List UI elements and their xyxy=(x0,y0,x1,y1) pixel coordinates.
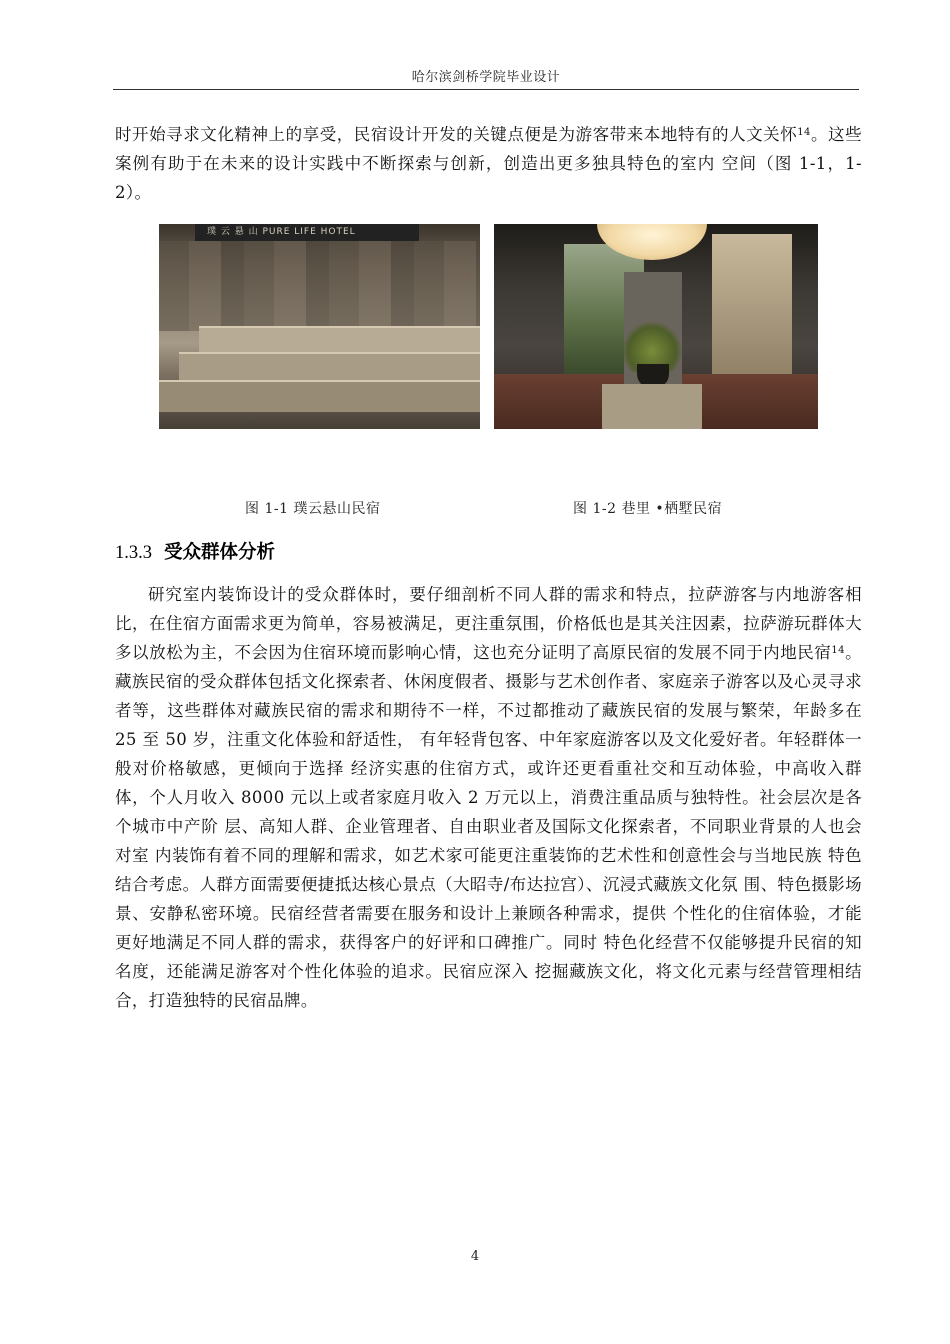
citation-marker[interactable]: 14 xyxy=(831,645,845,656)
figure-1-2-caption: 图 1-2 巷里 •栖墅民宿 xyxy=(573,501,723,517)
running-header: 哈尔滨剑桥学院毕业设计 xyxy=(411,70,561,85)
section-heading xyxy=(115,538,275,564)
citation-marker[interactable]: 14 xyxy=(797,127,811,138)
stone-step-top xyxy=(199,326,480,354)
paragraph-2-text-b: 。藏族民宿的受众群体包括文化探索者、休闲度假者、摄影与艺术创作者、家庭亲子游客以及心灵寻求者等，这些群体对藏族民宿的需求和期待不一样，不过都推动了藏族民宿的发展与繁荣，年龄多在 25 至 50 岁，注重文化体验和舒适性， 有年轻背包客、中年家庭游客以及文化爱好者。年轻群体一般对价格敏感，更倾向于选择 经济实惠的住宿方式，或许还更看重社交和互动体验，中高收入群体，个人月收入 8000 元以上或者家庭月收入 2 万元以上，消费注重品质与独特性。社会层次是各个城市中产阶 层、高知人群、企业管理者、自由职业者及国际文化探索者，不同职业背景的人也会对室 内装饰有着不同的理解和需求，如艺术家可能更注重装饰的艺术性和创意性会与当地民族 特色结合考虑。人群方面需要便捷抵达核心景点（大昭寺/布达拉宫）、沉浸式藏族文化氛 围、特色摄影场景、安静私密环境。民宿经营者需要在服务和设计上兼顾各种需求，提供 个性化的住宿体验，才能更好地满足不同人群的需求，获得客户的好评和口碑推广。同时 特色化经营不仅能够提升民宿的知名度，还能满足游客对个性化体验的追求。民宿应深入 挖掘藏族文化，将文化元素与经营管理相结合，打造独特的民宿品牌。 xyxy=(115,643,862,1010)
section-title: 受众群体分析 xyxy=(164,542,276,563)
figure-1-2-photo xyxy=(494,224,818,429)
hotel-sign: 璞 云 悬 山 PURE LIFE HOTEL xyxy=(195,224,419,241)
doorway xyxy=(712,234,792,384)
paragraph-2-text-a: 研究室内装饰设计的受众群体时，要仔细剖析不同人群的需求和特点，拉萨游客与内地游客相比，在住宿方面需求更为简单，容易被满足，更注重氛围，价格低也是其关注因素，拉萨游玩群体大多以放松为主，不会因为住宿环境而影响心情，这也充分证明了高原民宿的发展不同于内地民宿 xyxy=(115,585,862,662)
body-paragraph-1 xyxy=(115,120,862,207)
stone-pedestal xyxy=(602,384,702,429)
stone-wall xyxy=(159,241,480,331)
paragraph-1-text-b: 。这些案例有助于在未来的设计实践中不断探索与创新，创造出更多独具特色的室内 空间（图 1-1，1-2）。 xyxy=(115,125,863,202)
section-number: 1.3.3 xyxy=(115,543,152,563)
header-rule xyxy=(113,89,859,90)
stone-step-middle xyxy=(179,352,480,382)
stone-step-bottom xyxy=(159,380,480,412)
figure-1-1-photo xyxy=(159,224,480,429)
figure-1-1-caption: 图 1-1 璞云悬山民宿 xyxy=(245,501,381,517)
body-paragraph-2 xyxy=(115,580,862,1015)
paragraph-1-text-a: 时开始寻求文化精神上的享受，民宿设计开发的关键点便是为游客带来本地特有的人文关怀 xyxy=(115,125,798,144)
page-number: 4 xyxy=(470,1249,480,1264)
